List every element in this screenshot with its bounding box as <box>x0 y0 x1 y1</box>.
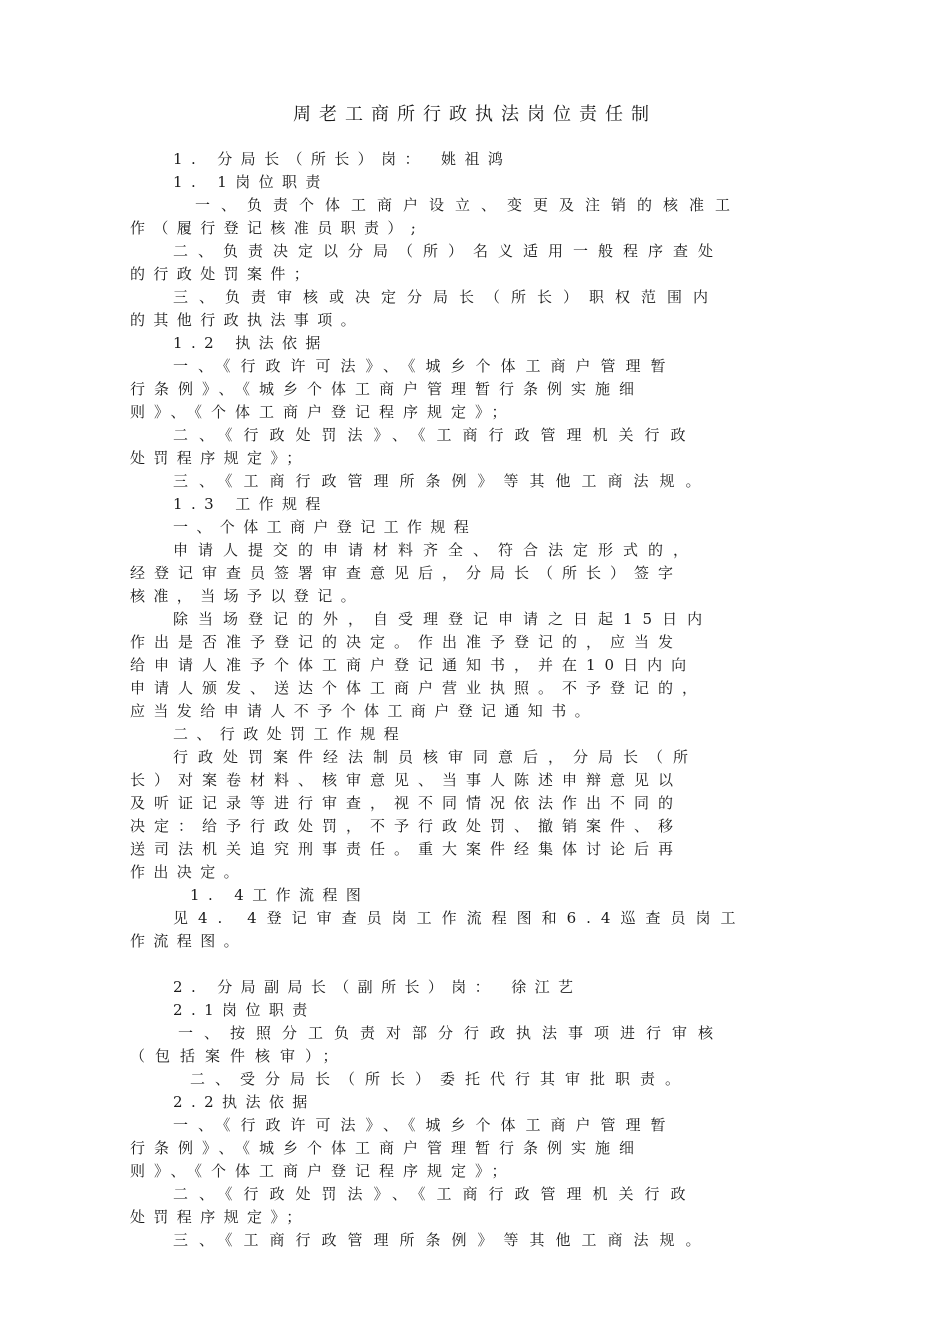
text-line: 一、《行政许可法》、《城乡个体工商户管理暂 <box>173 357 676 375</box>
text-line: 长）对案卷材料、核审意见、当事人陈述申辩意见以 <box>130 771 683 789</box>
text-line: 2.2执法依据 <box>173 1093 316 1111</box>
text-line: 核准，当场予以登记。 <box>130 587 365 605</box>
text-line: 一、负责个体工商户设立、变更及注销的核准工 <box>195 196 742 214</box>
text-line: 的其他行政执法事项。 <box>130 311 365 329</box>
text-line: 二、《行政处罚法》、《工商行政管理机关行政 <box>173 426 697 444</box>
document-title: 周老工商所行政执法岗位责任制 <box>293 104 657 125</box>
text-line: 行条例》、《城乡个体工商户管理暂行条例实施细 <box>130 1139 644 1157</box>
text-line: 1.3 工作规程 <box>173 495 329 513</box>
text-line: 1. 分局长（所长）岗： 姚祖鸿 <box>173 150 512 168</box>
text-line: 处罚程序规定》； <box>130 1208 310 1226</box>
text-line: 应当发给申请人不予个体工商户登记通知书。 <box>130 702 599 720</box>
text-line: 二、《行政处罚法》、《工商行政管理机关行政 <box>173 1185 697 1203</box>
text-line: 三、负责审核或决定分局长（所长）职权范围内 <box>173 288 720 306</box>
text-line: 见4. 4登记审查员岗工作流程图和6.4巡查员岗工 <box>173 909 746 927</box>
text-line: 送司法机关追究刑事责任。重大案件经集体讨论后再 <box>130 840 683 858</box>
text-line: 一、按照分工负责对部分行政执法事项进行审核 <box>178 1024 725 1042</box>
text-line: 1. 1岗位职责 <box>173 173 329 191</box>
text-line: 三、《工商行政管理所条例》等其他工商法规。 <box>173 1231 712 1249</box>
text-line: 除当场登记的外，自受理登记申请之日起15日内 <box>173 610 713 628</box>
text-line: 作出是否准予登记的决定。作出准予登记的，应当发 <box>130 633 683 651</box>
text-line: 申请人提交的申请材料齐全、符合法定形式的， <box>173 541 699 559</box>
text-line: 作流程图。 <box>130 932 248 950</box>
text-line: 二、受分局长（所长）委托代行其审批职责。 <box>190 1070 691 1088</box>
text-line: 2.1岗位职责 <box>173 1001 316 1019</box>
text-line: 作出决定。 <box>130 863 248 881</box>
text-line: 行政处罚案件经法制员核审同意后，分局长（所 <box>173 748 699 766</box>
text-line: （包括案件核审）； <box>130 1047 348 1065</box>
text-line: 二、负责决定以分局（所）名义适用一般程序查处 <box>173 242 724 260</box>
text-line: 则》、《个体工商户登记程序规定》； <box>130 1162 516 1180</box>
text-line: 的行政处罚案件； <box>130 265 318 283</box>
text-line: 则》、《个体工商户登记程序规定》； <box>130 403 516 421</box>
text-line: 经登记审查员签署审查意见后，分局长（所长）签字 <box>130 564 683 582</box>
text-line: 及听证记录等进行审查，视不同情况依法作出不同的 <box>130 794 683 812</box>
text-line: 处罚程序规定》； <box>130 449 310 467</box>
text-line: 1.2 执法依据 <box>173 334 329 352</box>
text-line: 二、行政处罚工作规程 <box>173 725 408 743</box>
text-line: 三、《工商行政管理所条例》等其他工商法规。 <box>173 472 712 490</box>
text-line: 行条例》、《城乡个体工商户管理暂行条例实施细 <box>130 380 644 398</box>
text-line: 给申请人准予个体工商户登记通知书，并在10日内向 <box>130 656 696 674</box>
text-line: 作（履行登记核准员职责）; <box>130 219 425 237</box>
text-line: 决定：给予行政处罚，不予行政处罚、撤销案件、移 <box>130 817 683 835</box>
text-line: 一、《行政许可法》、《城乡个体工商户管理暂 <box>173 1116 676 1134</box>
text-line: 1. 4工作流程图 <box>190 886 370 904</box>
text-line: 一、个体工商户登记工作规程 <box>173 518 478 536</box>
text-line: 2. 分局副局长（副所长）岗： 徐江艺 <box>173 978 582 996</box>
text-line: 申请人颁发、送达个体工商户营业执照。不予登记的， <box>130 679 707 697</box>
